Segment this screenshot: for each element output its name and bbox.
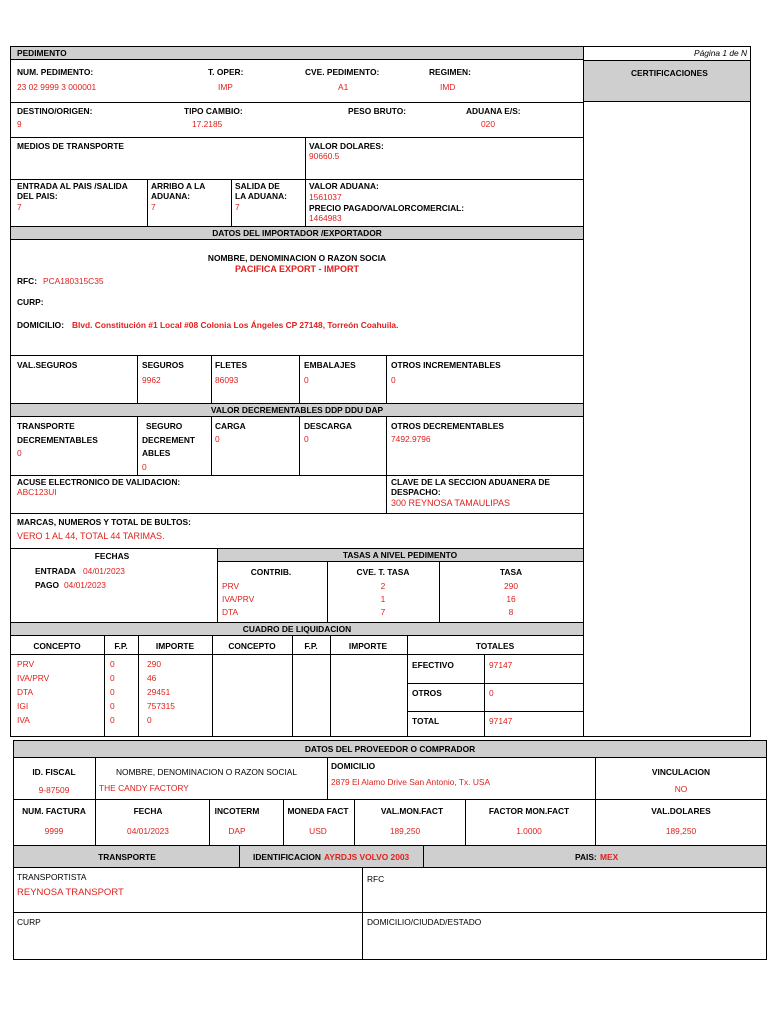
fecha-factura-label: FECHA [133, 806, 163, 816]
divider [386, 355, 387, 403]
num-factura-label: NUM. FACTURA [22, 806, 86, 816]
factor-mon-fact-value: 1.0000 [516, 826, 542, 836]
tasa-contrib: PRV [222, 581, 240, 591]
divider [283, 799, 284, 845]
tasas-col-cve: CVE. T. TASA [356, 567, 410, 577]
liquidacion-title: CUADRO DE LIQUIDACION [242, 624, 352, 634]
entrada-pais-value: 7 [17, 202, 22, 212]
aduana-label: ADUANA E/S: [466, 106, 521, 116]
entrada-pais-label: ENTRADA AL PAIS /SALIDA [17, 181, 128, 191]
id-fiscal-value: 9-87509 [38, 785, 70, 795]
efectivo-value: 97147 [489, 660, 513, 670]
seguros-value: 9962 [142, 375, 161, 385]
divider [595, 758, 596, 845]
proveedor-domicilio-value: 2879 El Alamo Drive San Antonio, Tx. USA [331, 777, 491, 787]
divider [10, 137, 584, 138]
fecha-pago-label: PAGO [35, 580, 60, 590]
num-factura-value: 9999 [44, 826, 64, 836]
valor-dolares-label: VALOR DOLARES: [309, 141, 384, 151]
seguro-decrementables-label-2: DECREMENT [142, 435, 196, 445]
valor-aduana-label: VALOR ADUANA: [309, 181, 379, 191]
divider [211, 417, 212, 475]
valor-dolares-value: 90660.5 [309, 151, 340, 161]
fletes-label: FLETES [215, 360, 248, 370]
liq-importe: 757315 [147, 701, 175, 711]
fecha-entrada-value: 04/01/2023 [83, 566, 125, 576]
fechas-title: FECHAS [94, 551, 130, 561]
liq-fp: 0 [110, 701, 115, 711]
certificaciones-panel [583, 46, 751, 737]
t-oper-value: IMP [218, 82, 233, 92]
liq-importe: 290 [147, 659, 161, 669]
pais-label: PAIS: [575, 852, 597, 862]
seguro-decrementables-value: 0 [142, 462, 147, 472]
otros-decrementables-value: 7492.9796 [391, 434, 431, 444]
liq-col-totales: TOTALES [475, 641, 515, 651]
liq-col-concepto-2: CONCEPTO [228, 641, 276, 651]
precio-pagado-value: 1464983 [309, 213, 342, 223]
divider [95, 758, 96, 799]
divider [327, 562, 328, 622]
tasa-value: 16 [506, 594, 516, 604]
descarga-value: 0 [304, 434, 309, 444]
efectivo-label: EFECTIVO [412, 660, 454, 670]
arribo-aduana-label: ARRIBO A LA [151, 181, 206, 191]
regimen-value: IMD [440, 82, 456, 92]
liq-concepto: IVA [17, 715, 30, 725]
divider [292, 636, 293, 737]
divider [10, 475, 584, 476]
valor-aduana-value: 1561037 [309, 192, 342, 202]
marcas-value: VERO 1 AL 44, TOTAL 44 TARIMAS. [17, 531, 165, 541]
fletes-value: 86093 [215, 375, 239, 385]
total-label: TOTAL [412, 716, 440, 726]
tipo-cambio-label: TIPO CAMBIO: [184, 106, 243, 116]
certificaciones-header [583, 60, 751, 102]
tasa-cve: 2 [380, 581, 386, 591]
vinculacion-label: VINCULACION [651, 767, 711, 777]
divider [407, 711, 584, 712]
tasa-cve: 1 [380, 594, 386, 604]
tasas-col-contrib: CONTRIB. [250, 567, 292, 577]
liq-fp: 0 [110, 659, 115, 669]
tasa-value: 8 [508, 607, 514, 617]
total-value: 97147 [489, 716, 513, 726]
num-pedimento-value: 23 02 9999 3 000001 [17, 82, 97, 92]
importador-nombre-label: NOMBRE, DENOMINACION O RAZON SOCIA [207, 253, 387, 263]
clave-seccion-value: 300 REYNOSA TAMAULIPAS [391, 498, 511, 508]
num-pedimento-label: NUM. PEDIMENTO: [17, 67, 94, 77]
transporte-rfc-label: RFC [367, 874, 385, 884]
id-fiscal-label: ID. FISCAL [32, 767, 76, 777]
transporte-domicilio-label: DOMICILIO/CIUDAD/ESTADO [367, 917, 482, 927]
divider [465, 799, 466, 845]
val-mon-fact-label: VAL.MON.FACT [380, 806, 444, 816]
tasa-value: 290 [504, 581, 518, 591]
aduana-value: 020 [481, 119, 495, 129]
val-mon-fact-value: 189,250 [389, 826, 421, 836]
liq-col-concepto: CONCEPTO [33, 641, 81, 651]
divider [212, 636, 213, 737]
liq-fp: 0 [110, 687, 115, 697]
acuse-label: ACUSE ELECTRONICO DE VALIDACION: [17, 477, 181, 487]
liq-col-fp: F.P. [114, 641, 128, 651]
divider [299, 417, 300, 475]
divider [407, 636, 408, 737]
medios-transporte-label: MEDIOS DE TRANSPORTE [17, 141, 125, 151]
divider [407, 654, 584, 655]
pais-value: MEX [600, 852, 619, 862]
transportista-value: REYNOSA TRANSPORT [17, 887, 124, 898]
divider [10, 179, 584, 180]
val-dolares-label: VAL.DOLARES [651, 806, 711, 816]
divider [137, 417, 138, 475]
cve-pedimento-value: A1 [338, 82, 349, 92]
otros-decrementables-label: OTROS DECREMENTABLES [391, 421, 504, 431]
divider [231, 179, 232, 226]
domicilio-label: DOMICILIO: [17, 320, 64, 330]
factor-mon-fact-label: FACTOR MON.FACT [488, 806, 570, 816]
val-seguros-label: VAL.SEGUROS [17, 360, 78, 370]
divider [423, 845, 424, 868]
divider [327, 758, 328, 799]
divider [147, 179, 148, 226]
divider [305, 137, 306, 226]
rfc-label: RFC: [17, 276, 38, 286]
divider [299, 355, 300, 403]
liq-concepto: DTA [17, 687, 34, 697]
divider [354, 799, 355, 845]
divider [211, 355, 212, 403]
clave-seccion-label-2: DESPACHO: [391, 487, 441, 497]
pedimento-title: PEDIMENTO [17, 48, 67, 58]
arribo-aduana-label-2: ADUANA: [151, 191, 191, 201]
liq-col-importe-2: IMPORTE [348, 641, 388, 651]
transporte-decrementables-value: 0 [17, 448, 22, 458]
carga-label: CARGA [215, 421, 246, 431]
curp-label: CURP: [17, 297, 44, 307]
liq-concepto: IVA/PRV [17, 673, 50, 683]
clave-seccion-label: CLAVE DE LA SECCION ADUANERA DE [391, 477, 550, 487]
transporte-title: TRANSPORTE [98, 852, 156, 862]
transporte-curp-label: CURP [17, 917, 41, 927]
identificacion-label: IDENTIFICACION [253, 852, 321, 862]
divider [484, 654, 485, 737]
marcas-label: MARCAS, NUMEROS Y TOTAL DE BULTOS: [17, 517, 191, 527]
divider [95, 799, 96, 845]
seguro-decrementables-label: SEGURO [146, 421, 183, 431]
transporte-decrementables-label-2: DECREMENTABLES [17, 435, 98, 445]
liq-fp: 0 [110, 673, 115, 683]
proveedor-nombre-label: NOMBRE, DENOMINACION O RAZON SOCIAL [116, 767, 298, 777]
liq-concepto: IGI [17, 701, 29, 711]
precio-pagado-label: PRECIO PAGADO/VALORCOMERCIAL: [309, 203, 465, 213]
descarga-label: DESCARGA [304, 421, 352, 431]
otros-total-label: OTROS [412, 688, 442, 698]
divider [104, 636, 105, 737]
divider [386, 417, 387, 513]
seguros-label: SEGUROS [142, 360, 184, 370]
tasas-title: TASAS A NIVEL PEDIMENTO [342, 550, 458, 560]
entrada-pais-label-2: DEL PAIS: [17, 191, 58, 201]
proveedor-title: DATOS DEL PROVEEDOR O COMPRADOR [304, 744, 476, 754]
cve-pedimento-label: CVE. PEDIMENTO: [305, 67, 380, 77]
arribo-aduana-value: 7 [151, 202, 156, 212]
divider [138, 636, 139, 737]
divider [362, 868, 363, 960]
transportista-label: TRANSPORTISTA [17, 872, 87, 882]
divider [10, 355, 584, 356]
divider [10, 102, 584, 103]
rfc-value: PCA180315C35 [43, 276, 104, 286]
tasa-contrib: DTA [222, 607, 239, 617]
acuse-value: ABC123UI [17, 487, 57, 497]
proveedor-domicilio-label: DOMICILIO [331, 761, 376, 771]
importador-section-title: DATOS DEL IMPORTADOR /EXPORTADOR [212, 228, 382, 238]
moneda-fact-label: MONEDA FACT [287, 806, 349, 816]
pedimento-header-bar [10, 46, 584, 60]
val-dolares-value: 189,250 [665, 826, 697, 836]
importador-nombre-value: PACIFICA EXPORT - IMPORT [234, 264, 360, 274]
page-number: Página 1 de N [694, 48, 748, 58]
moneda-fact-value: USD [309, 826, 327, 836]
liq-fp: 0 [110, 715, 115, 725]
fecha-entrada-label: ENTRADA [35, 566, 76, 576]
salida-aduana-label: SALIDA DE [235, 181, 280, 191]
liq-concepto: PRV [17, 659, 35, 669]
carga-value: 0 [215, 434, 220, 444]
destino-label: DESTINO/ORIGEN: [17, 106, 93, 116]
fecha-pago-value: 04/01/2023 [64, 580, 106, 590]
divider [407, 683, 584, 684]
destino-value: 9 [17, 119, 22, 129]
embalajes-label: EMBALAJES [304, 360, 356, 370]
incoterm-label: INCOTERM [214, 806, 260, 816]
certificaciones-label: CERTIFICACIONES [631, 68, 708, 78]
otros-incrementables-value: 0 [391, 375, 396, 385]
divider [10, 654, 408, 655]
liq-importe: 29451 [147, 687, 171, 697]
t-oper-label: T. OPER: [208, 67, 244, 77]
fecha-factura-value: 04/01/2023 [127, 826, 169, 836]
tasas-col-tasa: TASA [499, 567, 523, 577]
divider [209, 799, 210, 845]
salida-aduana-value: 7 [235, 202, 240, 212]
otros-total-value: 0 [489, 688, 494, 698]
peso-bruto-label: PESO BRUTO: [348, 106, 407, 116]
liq-col-fp-2: F.P. [304, 641, 318, 651]
vinculacion-value: NO [674, 784, 688, 794]
divider [439, 562, 440, 622]
salida-aduana-label-2: LA ADUANA: [235, 191, 287, 201]
divider [10, 513, 584, 514]
seguro-decrementables-label-3: ABLES [142, 448, 171, 458]
divider [137, 355, 138, 403]
incoterm-value: DAP [228, 826, 246, 836]
tasa-cve: 7 [380, 607, 386, 617]
liq-col-importe: IMPORTE [155, 641, 195, 651]
regimen-label: REGIMEN: [429, 67, 471, 77]
tipo-cambio-value: 17.2185 [192, 119, 223, 129]
divider [239, 845, 240, 868]
proveedor-nombre-value: THE CANDY FACTORY [99, 783, 189, 793]
divider [13, 912, 767, 913]
domicilio-value: Blvd. Constitución #1 Local #08 Colonia Los Ángeles CP 27148, Torreón Coahuila. [72, 320, 399, 330]
tasa-contrib: IVA/PRV [222, 594, 255, 604]
otros-incrementables-label: OTROS INCREMENTABLES [391, 360, 501, 370]
divider [330, 636, 331, 737]
embalajes-value: 0 [304, 375, 309, 385]
divider [13, 799, 767, 800]
identificacion-value: AYRDJS VOLVO 2003 [324, 852, 410, 862]
transporte-decrementables-label: TRANSPORTE [17, 421, 75, 431]
liq-importe: 46 [147, 673, 157, 683]
decrementables-section-title: VALOR DECREMENTABLES DDP DDU DAP [210, 405, 384, 415]
liq-importe: 0 [147, 715, 152, 725]
